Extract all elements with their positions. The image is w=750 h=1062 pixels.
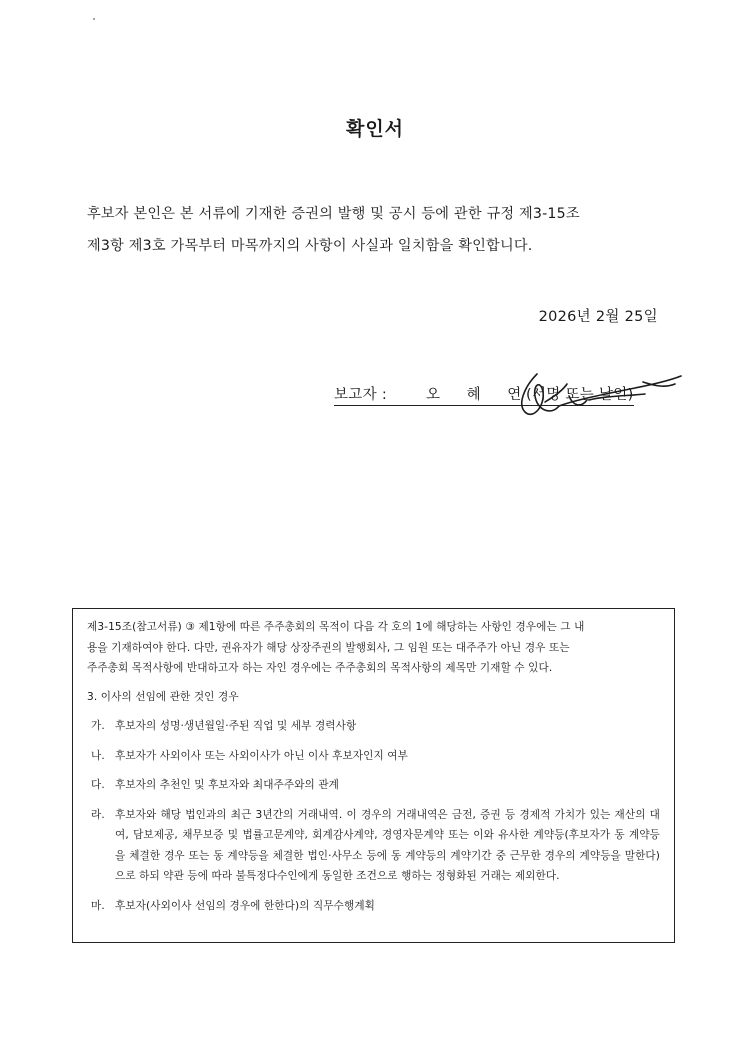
list-item-text: 후보자의 추천인 및 후보자와 최대주주와의 관계 xyxy=(115,779,340,791)
reference-intro-line-3: 주주총회 목적사항에 반대하고자 하는 자인 경우에는 주주총회의 목적사항의 제목만 기재할 수 있다. xyxy=(87,662,553,674)
list-item xyxy=(87,716,660,737)
list-item-text: 후보자의 성명·생년월일·주된 직업 및 세부 경력사항 xyxy=(115,720,357,732)
document-title: 확인서 xyxy=(345,118,405,140)
reference-regulation-box xyxy=(72,608,675,943)
reporter-line xyxy=(334,383,634,406)
statement-line-2: 제3항 제3호 가목부터 마목까지의 사항이 사실과 일치함을 확인합니다. xyxy=(87,238,533,254)
list-item-mark: 다. xyxy=(91,779,105,791)
list-item-mark: 마. xyxy=(91,899,105,912)
list-item-mark: 나. xyxy=(91,749,105,762)
reference-intro-line-1: 제3-15조(참고서류) ③ 제1항에 따른 주주총회의 목적이 다음 각 호의 1에 해당하는 사항인 경우에는 그 내 xyxy=(87,621,585,633)
list-item-text: 후보자와 해당 법인과의 최근 3년간의 거래내역. 이 경우의 거래내역은 금전, 증권 등 경제적 가치가 있는 재산의 대여, 담보제공, 채무보증 및 법률고문계약, 회계감사계약, 경영자문계약 또는 이와 유사한 계약등(후보자가 동 계약등을 체결한 경우 또는 동 계약등을 체결한 법인·사무소 등에 동 계약등의 계약기간 중 근무한 경우의 계약등을 말한다)으로 하되 약관 등에 따라 불특정다수인에게 동일한 조건으로 행하는 정형화된 거래는 제외한다. xyxy=(115,808,660,882)
list-item-mark: 가. xyxy=(91,720,105,732)
reporter-name: 오 혜 연 xyxy=(426,387,533,403)
list-item xyxy=(87,805,660,887)
scan-speck xyxy=(93,18,95,20)
list-item xyxy=(87,746,660,767)
reference-intro-line-2: 용을 기재하여야 한다. 다만, 권유자가 해당 상장주권의 발행회사, 그 임원 또는 대주주가 아닌 경우 또는 xyxy=(87,641,570,654)
list-item xyxy=(87,896,660,917)
statement-line-1: 후보자 본인은 본 서류에 기재한 증권의 발행 및 공시 등에 관한 규정 제3-15조 xyxy=(87,206,580,222)
reference-section-title: 3. 이사의 선임에 관한 것인 경우 xyxy=(87,690,239,703)
seal-note: (서명 또는 날인) xyxy=(526,387,634,403)
reporter-label: 보고자 : xyxy=(334,387,388,403)
list-item xyxy=(87,775,660,796)
confirmation-statement xyxy=(87,198,677,262)
list-item-text: 후보자가 사외이사 또는 사외이사가 아닌 이사 후보자인지 여부 xyxy=(115,749,408,762)
list-item-text: 후보자(사외이사 선임의 경우에 한한다)의 직무수행계획 xyxy=(115,899,376,912)
document-date: 2026년 2월 25일 xyxy=(538,309,658,325)
list-item-mark: 라. xyxy=(91,808,105,821)
